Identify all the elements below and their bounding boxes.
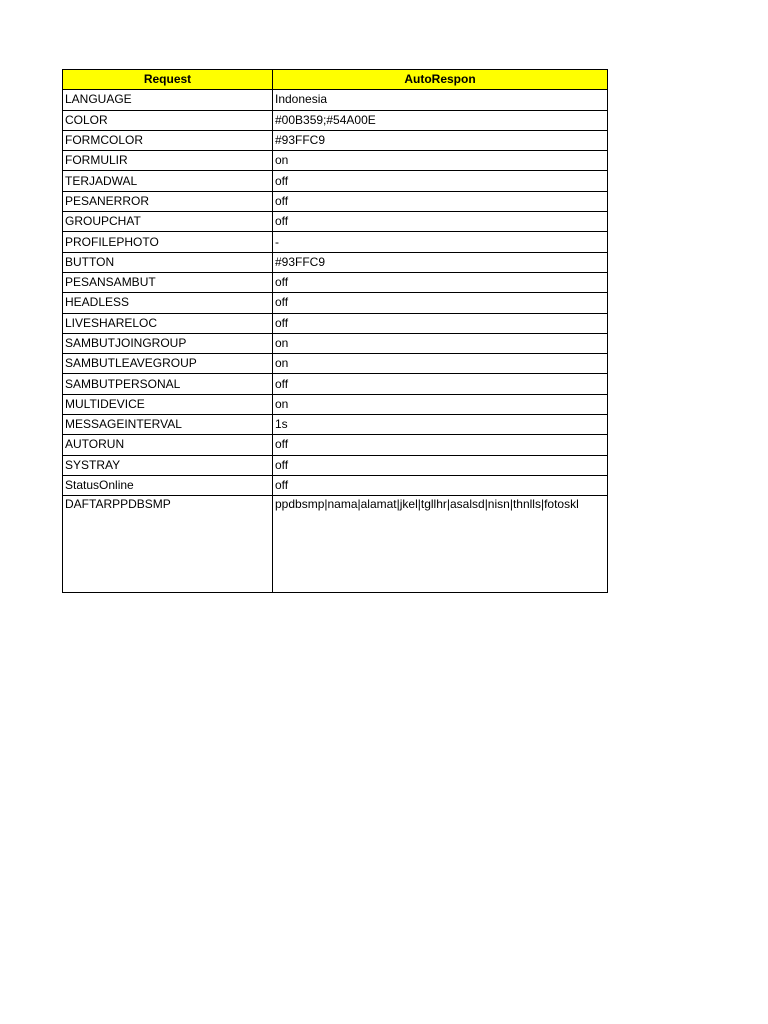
request-cell: GROUPCHAT <box>63 212 273 232</box>
table-row <box>63 415 608 435</box>
spreadsheet-page <box>62 69 607 593</box>
autorespon-cell: on <box>273 354 608 374</box>
table-row <box>63 435 608 455</box>
request-cell: SYSTRAY <box>63 455 273 475</box>
autorespon-cell: off <box>273 171 608 191</box>
autorespon-cell: #93FFC9 <box>273 252 608 272</box>
autorespon-cell: off <box>273 272 608 292</box>
autorespon-cell: on <box>273 333 608 353</box>
request-cell: MULTIDEVICE <box>63 394 273 414</box>
request-cell: SAMBUTPERSONAL <box>63 374 273 394</box>
table-row <box>63 110 608 130</box>
request-cell: BUTTON <box>63 252 273 272</box>
autorespon-cell: #93FFC9 <box>273 130 608 150</box>
table-row <box>63 496 608 593</box>
request-cell: HEADLESS <box>63 293 273 313</box>
table-row <box>63 151 608 171</box>
request-cell: AUTORUN <box>63 435 273 455</box>
autorespon-cell: on <box>273 394 608 414</box>
request-cell: SAMBUTJOINGROUP <box>63 333 273 353</box>
table-row <box>63 252 608 272</box>
request-cell: LIVESHARELOC <box>63 313 273 333</box>
table-row <box>63 455 608 475</box>
table-row <box>63 232 608 252</box>
request-cell: DAFTARPPDBSMP <box>63 496 273 593</box>
autorespon-cell: - <box>273 232 608 252</box>
table-row <box>63 191 608 211</box>
table-row <box>63 212 608 232</box>
autorespon-cell: off <box>273 455 608 475</box>
column-header-autorespon: AutoRespon <box>273 70 608 90</box>
autorespon-cell: 1s <box>273 415 608 435</box>
request-cell: StatusOnline <box>63 475 273 495</box>
autorespon-cell: off <box>273 313 608 333</box>
table-row <box>63 130 608 150</box>
request-cell: MESSAGEINTERVAL <box>63 415 273 435</box>
table-row <box>63 293 608 313</box>
request-cell: PROFILEPHOTO <box>63 232 273 252</box>
autorespon-cell: Indonesia <box>273 90 608 110</box>
autorespon-cell: off <box>273 293 608 313</box>
request-cell: FORMULIR <box>63 151 273 171</box>
request-cell: TERJADWAL <box>63 171 273 191</box>
column-header-request: Request <box>63 70 273 90</box>
autorespon-cell: off <box>273 475 608 495</box>
request-cell: SAMBUTLEAVEGROUP <box>63 354 273 374</box>
autorespon-cell: ppdbsmp|nama|alamat|jkel|tgllhr|asalsd|nisn|thnlls|fotoskl <box>273 496 608 593</box>
table-header-row <box>63 70 608 90</box>
request-cell: PESANSAMBUT <box>63 272 273 292</box>
table-row <box>63 374 608 394</box>
table-row <box>63 171 608 191</box>
request-cell: COLOR <box>63 110 273 130</box>
autorespon-cell: off <box>273 435 608 455</box>
request-cell: LANGUAGE <box>63 90 273 110</box>
request-cell: FORMCOLOR <box>63 130 273 150</box>
table-row <box>63 333 608 353</box>
table-row <box>63 90 608 110</box>
autorespon-cell: off <box>273 374 608 394</box>
autorespon-cell: off <box>273 191 608 211</box>
request-autorespon-table <box>62 69 608 593</box>
table-row <box>63 313 608 333</box>
autorespon-cell: off <box>273 212 608 232</box>
table-row <box>63 272 608 292</box>
request-cell: PESANERROR <box>63 191 273 211</box>
autorespon-cell: on <box>273 151 608 171</box>
autorespon-cell: #00B359;#54A00E <box>273 110 608 130</box>
table-row <box>63 354 608 374</box>
table-row <box>63 394 608 414</box>
table-row <box>63 475 608 495</box>
